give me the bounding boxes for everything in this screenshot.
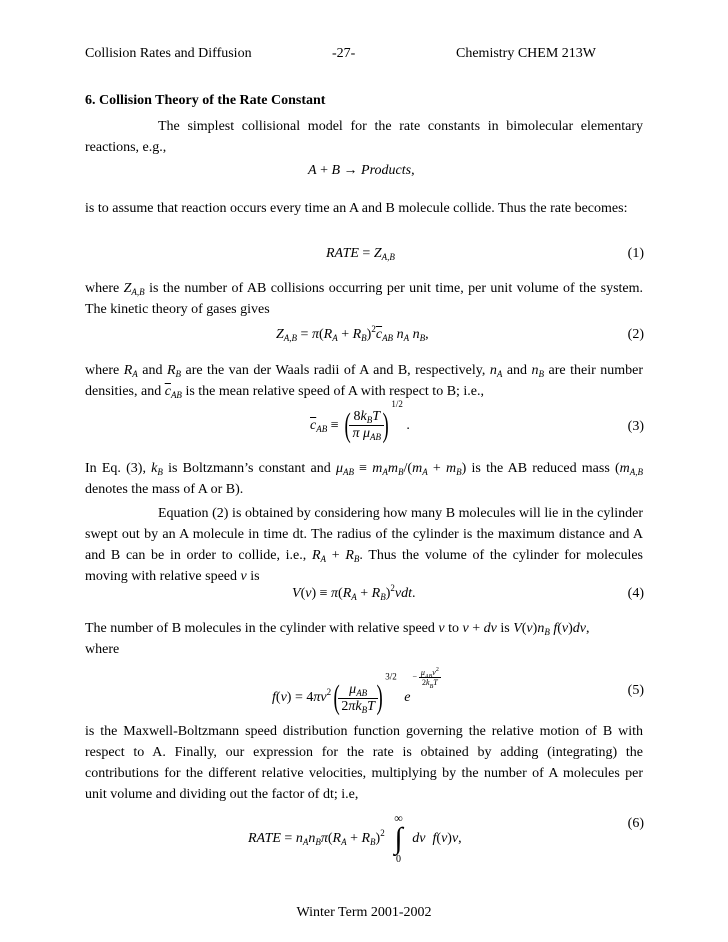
equation-1: RATE = $Z_{A,B}$ [326, 246, 395, 262]
equation-reaction: A + B → Products, [308, 163, 415, 178]
page-number: -27- [332, 46, 356, 61]
equation-number-6: (6) [627, 816, 644, 831]
equation-5: $f(v) = 4\pi v^2$( $\frac{\mu_{AB}}{2\pi k_BT}$ )$^{3/2}$ e− $\frac{\mu_{AB}v^2}{2k_BT}$ [272, 667, 439, 717]
equation-number-4: (4) [627, 586, 644, 601]
equation-4: $V(v) \equiv \pi(R_A + R_B)^2vdt$. [292, 583, 416, 602]
paragraph-collision-number: where $Z_{A,B}$ is the number of AB collisions occurring per unit time, per unit volume of the system. The kinetic theory of gases gives [85, 281, 644, 317]
paragraph-assumption: is to assume that reaction occurs every time an A and B molecule collide. Thus the rate becomes: [85, 201, 628, 216]
footer: Winter Term 2001-2002 [296, 905, 432, 920]
paragraph-intro: The simplest collisional model for the rate constants in bimolecular elementary reactions, e.g., [85, 119, 643, 155]
running-header-right: Chemistry CHEM 213W [456, 46, 596, 61]
paragraph-maxwell-boltzmann: is the Maxwell-Boltzmann speed distribution function governing the relative motion of B with respect to A. Finally, our expression for the rate is obtained by adding (integrating) the contributions for the different relative velocities, multiplying by the number of A molecules per unit volume and dividing out the factor of dt; i.e, [85, 724, 643, 802]
equation-2: $Z_{A,B} = \pi(R_A + R_B)^2\overline{c}_{AB}$ $n_A$ $n_B$, [276, 324, 429, 343]
equation-number-2: (2) [627, 327, 644, 342]
section-title: 6. Collision Theory of the Rate Constant [85, 93, 326, 108]
paragraph-reduced-mass: In Eq. (3), $k_B$ is Boltzmann’s constant and $\mu_{AB} \equiv m_Am_B/(m_A + m_B)$ is the AB reduced mass ($m_{A,B}$ denotes the mass of A or B). [85, 461, 644, 497]
equation-number-3: (3) [627, 419, 644, 434]
equation-6: RATE = $n_An_B\pi(R_A + R_B)^2$ ∞ ∫ 0 dv f(v)v, [248, 811, 462, 865]
running-header-left: Collision Rates and Diffusion [85, 46, 252, 61]
paragraph-number-of-molecules: The number of B molecules in the cylinder with relative speed v to v + dv is $V(v)n_B$ f(v)dv, where [85, 621, 590, 657]
equation-3: $\overline{c}_{AB}$ ≡ ( $\frac{8k_BT}{\pi \mu_{AB}}$ )$^{1/2}$ . [310, 399, 410, 444]
equation-number-1: (1) [627, 246, 644, 261]
equation-number-5: (5) [627, 683, 644, 698]
paragraph-radii: where $R_A$ and $R_B$ are the van der Waals radii of A and B, respectively, $n_A$ and $n_B$ are their number densities, and $\overline{c}_{AB}$ is the mean relative speed of A with respect to B; i.e., [85, 363, 644, 400]
paragraph-cylinder: Equation (2) is obtained by considering how many B molecules will lie in the cylinder swept out by an A molecule in time dt. The radius of the cylinder is the maximum distance and A and B can be in order to collide, i.e., $R_A + R_B$. Thus the volume of the cylinder for molecules moving with relative speed v is [85, 506, 644, 584]
